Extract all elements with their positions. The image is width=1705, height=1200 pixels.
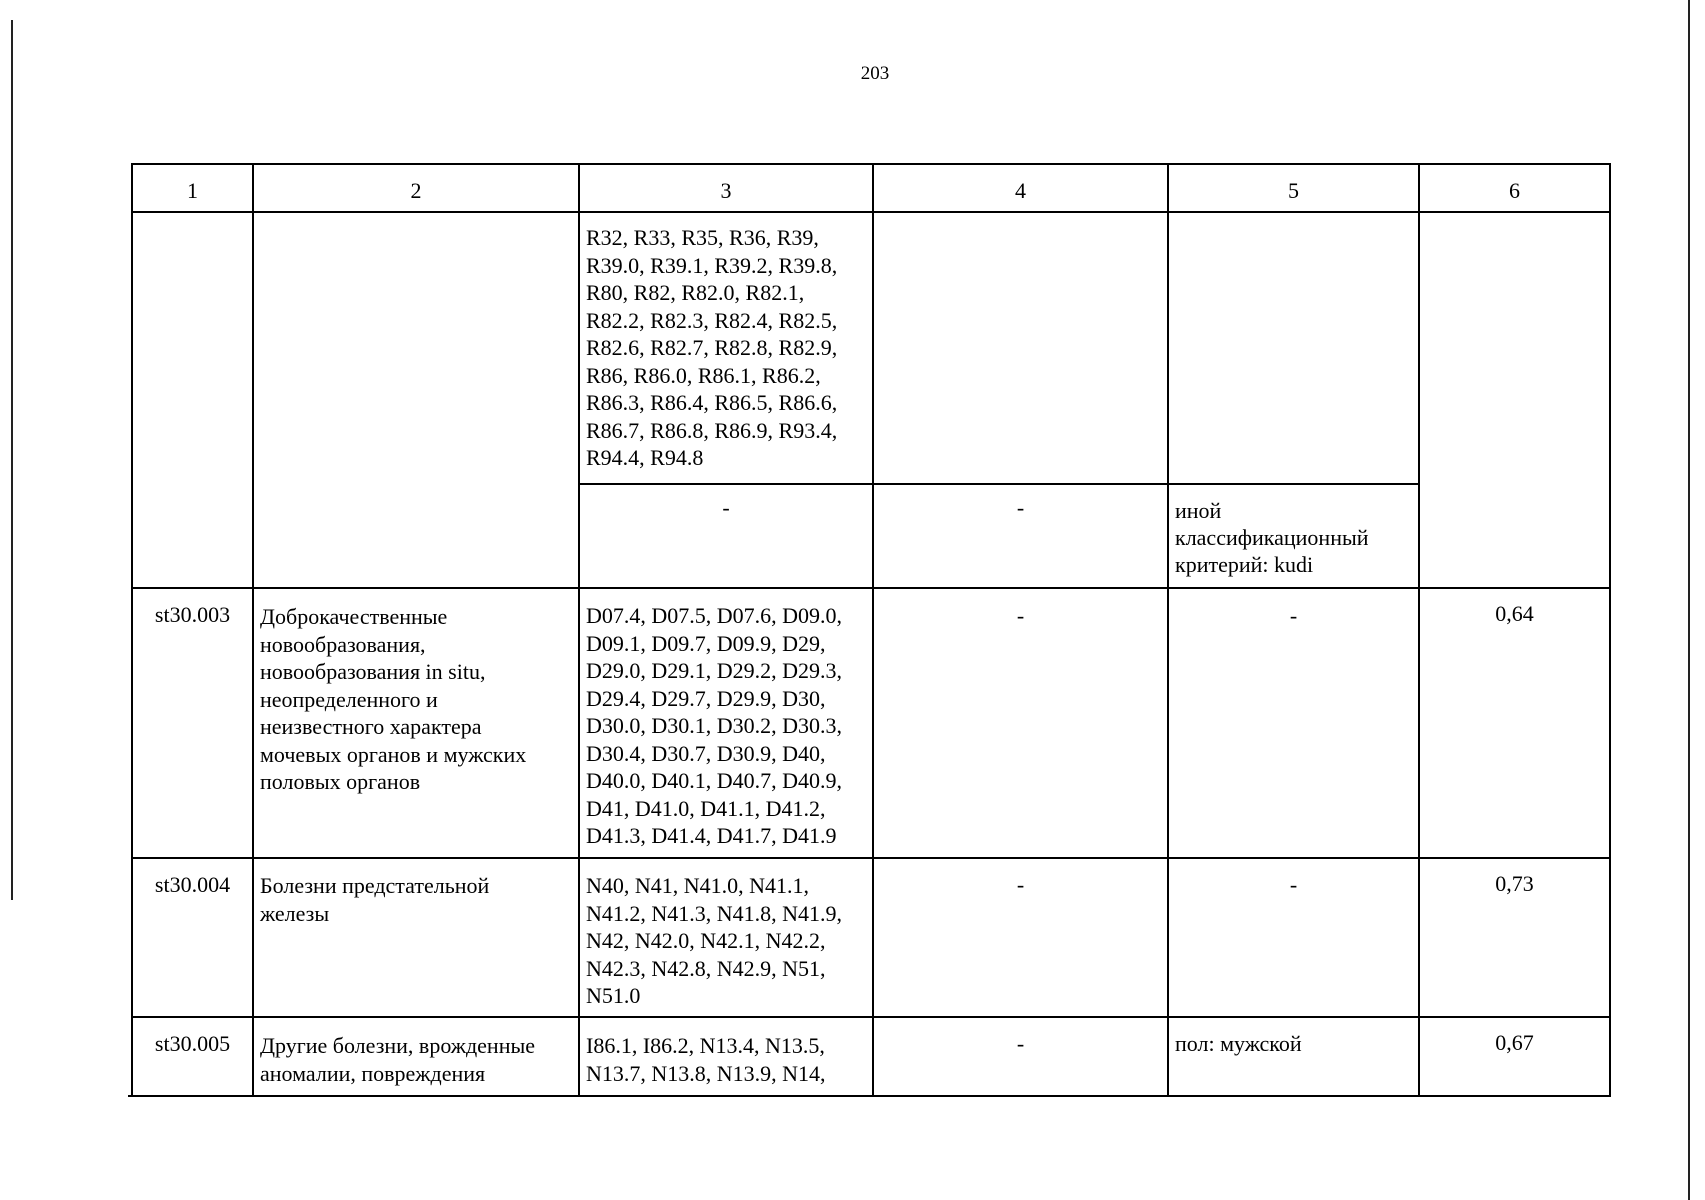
row-divider-3 [133, 1016, 1611, 1018]
row-code: st30.003 [154, 602, 231, 627]
row-code [133, 218, 252, 226]
row-code: st30.004 [154, 872, 231, 897]
subrow-divider [578, 483, 1419, 485]
classification-criterion-cell: иной классификационный критерий: kudi [1175, 498, 1369, 577]
row-name: Доброкачественные новообразования, новообразования in situ, неопределенного и неизвестного характера мочевых органов и мужских половых органов [260, 604, 527, 794]
scan-edge-left [11, 20, 13, 900]
header-cell-4: 4 [1015, 178, 1026, 203]
column-4-cell: - [1016, 495, 1025, 520]
row-divider-2 [133, 857, 1611, 859]
header-divider [133, 211, 1611, 213]
header-cell-6: 6 [1509, 178, 1520, 203]
classification-criterion-cell: - [1289, 603, 1298, 628]
row-name: Болезни предстательной железы [260, 873, 490, 926]
column-4-cell: - [1016, 872, 1025, 897]
coefficient-cell [1420, 218, 1609, 226]
column-4-cell [874, 220, 1167, 228]
coefficient-cell: 0,67 [1495, 1030, 1534, 1055]
icd-codes-cell: - [722, 495, 730, 520]
header-cell-2: 2 [410, 178, 422, 203]
row-code: st30.005 [154, 1031, 231, 1056]
icd-codes-cell: D07.4, D07.5, D07.6, D09.0, D09.1, D09.7, D09.9, D29, D29.0, D29.1, D29.2, D29.3, D29.4, D29.7, D29.9, D30, D30.0, D30.1, D30.2, D30.3, D30.4, D30.7, D30.9, D40, D40.0, D40.1, D40.7, D40.9, D41, D41.0, D41.1, D41.2, D41.3, D41.4, D41.7, D41.9 [586, 603, 843, 848]
coefficient-cell: 0,64 [1495, 601, 1534, 626]
classification-criterion-cell: - [1289, 872, 1298, 897]
header-cell-3: 3 [720, 178, 732, 203]
header-cell-1: 1 [187, 178, 198, 203]
row-divider-1 [133, 587, 1611, 589]
header-cell-5: 5 [1288, 178, 1299, 203]
row-name [254, 218, 578, 226]
scan-edge-right [1688, 0, 1690, 1200]
column-4-cell: - [1016, 603, 1025, 628]
page-number: 203 [860, 63, 890, 84]
coefficient-cell: 0,73 [1495, 871, 1534, 896]
table-border-right [1609, 163, 1611, 1097]
icd-codes-cell: R32, R33, R35, R36, R39, R39.0, R39.1, R39.2, R39.8, R80, R82, R82.0, R82.1, R82.2, R82.3, R82.4, R82.5, R82.6, R82.7, R82.8, R82.9, R86, R86.0, R86.1, R86.2, R86.3, R86.4, R86.5, R86.6, R86.7, R86.8, R86.9, R93.4, R94.4, R94.8 [586, 225, 838, 470]
row-name: Другие болезни, врожденные аномалии, повреждения [260, 1033, 536, 1086]
classification-criterion-cell: пол: мужской [1175, 1031, 1302, 1056]
classification-criterion-cell [1169, 220, 1418, 228]
table-border-bottom [128, 1095, 1611, 1097]
column-4-cell: - [1016, 1031, 1025, 1056]
icd-codes-cell: N40, N41, N41.0, N41.1, N41.2, N41.3, N41.8, N41.9, N42, N42.0, N42.1, N42.2, N42.3, N42.8, N42.9, N51, N51.0 [586, 873, 843, 1008]
icd-codes-cell: I86.1, I86.2, N13.4, N13.5, N13.7, N13.8, N13.9, N14, [586, 1033, 826, 1086]
